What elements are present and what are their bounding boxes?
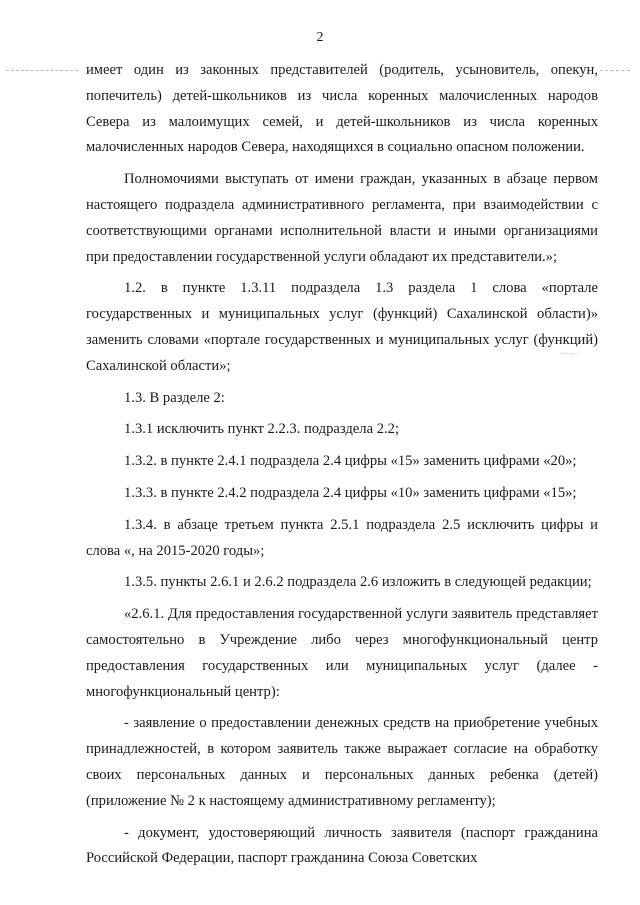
document-body bbox=[86, 58, 598, 872]
paragraph-item-1-3-1: 1.3.1 исключить пункт 2.2.3. подраздела 2.2; bbox=[124, 421, 399, 438]
page-number: 2 bbox=[316, 30, 324, 45]
paragraph-representatives: Полномочиями выступать от имени граждан, указанных в абзаце первом настоящего подраздела административного регламента, при взаимодействии с соответствующими органами исполнительной власти и иными организациями при предоставлении государственной услуги обладают их представители.»; bbox=[86, 171, 598, 265]
paragraph-item-1-3-3: 1.3.3. в пункте 2.4.2 подраздела 2.4 цифры «10» заменить цифрами «15»; bbox=[124, 484, 577, 501]
paragraph-item-1-3: 1.3. В разделе 2: bbox=[124, 389, 225, 406]
scan-artifact-left bbox=[6, 70, 78, 72]
paragraph-item-1-3-5: 1.3.5. пункты 2.6.1 и 2.6.2 подраздела 2.6 изложить в следующей редакции; bbox=[124, 574, 592, 591]
paragraph-item-1-3-2: 1.3.2. в пункте 2.4.1 подраздела 2.4 цифры «15» заменить цифрами «20»; bbox=[124, 453, 577, 470]
paragraph-item-2-6-1: «2.6.1. Для предоставления государственной услуги заявитель представляет самостоятельно в Учреждение либо через многофункциональный центр предоставления государственных или муниципальных услуг (далее - многофункциональный центр): bbox=[86, 606, 598, 700]
paragraph-item-1-2: 1.2. в пункте 1.3.11 подраздела 1.3 раздела 1 слова «портале государственных и муниципальных услуг (функций) Сахалинской области)» заменить словами «портале государственных и муниципальных услуг (функций) Сахалинской области»; bbox=[86, 280, 598, 374]
scan-artifact-right bbox=[600, 70, 630, 72]
paragraph-application-statement: - заявление о предоставлении денежных средств на приобретение учебных принадлежностей, в котором заявитель также выражает согласие на обработку своих персональных данных и персональных данных ребенка (детей) (приложение № 2 к настоящему административному регламенту); bbox=[86, 715, 598, 809]
paragraph-item-1-3-4: 1.3.4. в абзаце третьем пункта 2.5.1 подраздела 2.5 исключить цифры и слова «, на 2015-2020 годы»; bbox=[86, 516, 598, 559]
paragraph-identity-document: - документ, удостоверяющий личность заявителя (паспорт гражданина Российской Федерации, паспорт гражданина Союза Советских bbox=[86, 824, 598, 867]
paragraph-continuation: имеет один из законных представителей (родитель, усыновитель, опекун, попечитель) детей-школьников из числа коренных малочисленных народов Севера из малоимущих семей, и детей-школьников из числа коренных малочисленных народов Севера, находящихся в социально опасном положении. bbox=[86, 62, 598, 156]
